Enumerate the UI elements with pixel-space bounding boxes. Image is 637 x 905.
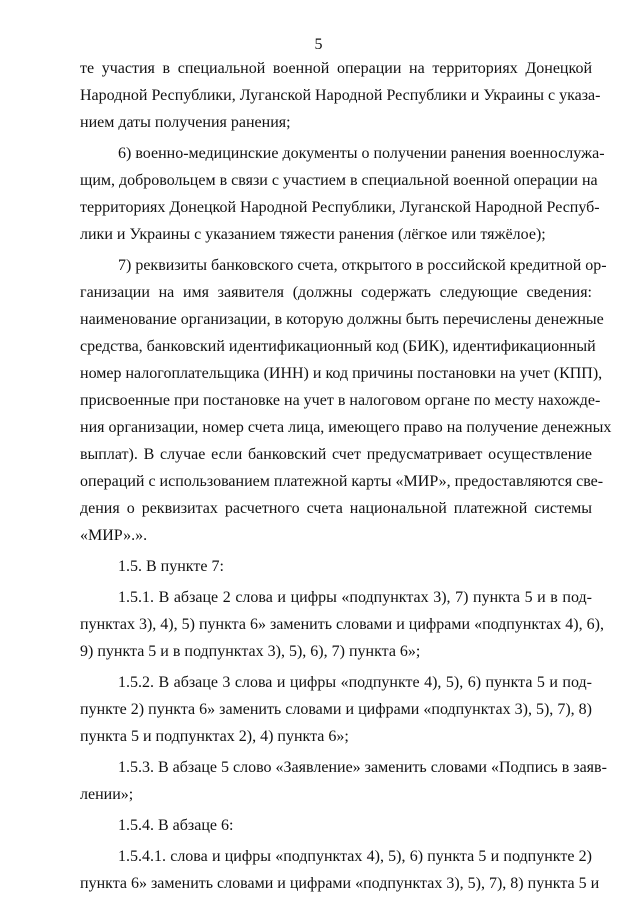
text-line: ганизации на имя заявителя (должны содержать следующие сведения:	[80, 284, 592, 301]
text-line: территориях Донецкой Народной Республики, Луганской Народной Респуб-	[80, 199, 600, 216]
text-line: средства, банковский идентификационный код (БИК), идентификационный	[80, 338, 596, 355]
text-line: пункта 5 и подпунктах 2), 4) пункта 6»;	[80, 728, 349, 745]
text-line: 1.5.3. В абзаце 5 слово «Заявление» заменить словами «Подпись в заяв-	[118, 759, 607, 776]
text-line: наименование организации, в которую должны быть перечислены денежные	[80, 311, 604, 328]
text-line: пункте 2) пункта 6» заменить словами и цифрами «подпунктах 3), 5), 7), 8)	[80, 701, 592, 718]
text-line: пункта 6» заменить словами и цифрами «подпунктах 3), 5), 7), 8) пункта 5 и	[80, 875, 600, 892]
text-line: щим, добровольцем в связи с участием в специальной военной операции на	[80, 172, 598, 189]
text-line: операций с использованием платежной карты «МИР», предоставляются све-	[80, 473, 604, 490]
text-line: «МИР».».	[80, 527, 148, 544]
text-line: 1.5.2. В абзаце 3 слова и цифры «подпункте 4), 5), 6) пункта 5 и под-	[118, 674, 592, 691]
text-line: лики и Украины с указанием тяжести ранения (лёгкое или тяжёлое);	[80, 226, 546, 243]
text-line: присвоенные при постановке на учет в налоговом органе по месту нахожде-	[80, 392, 601, 409]
text-line: 9) пункта 5 и в подпунктах 3), 5), 6), 7) пункта 6»;	[80, 643, 421, 660]
text-line: нием даты получения ранения;	[80, 114, 291, 131]
text-line: 1.5.1. В абзаце 2 слова и цифры «подпунктах 3), 7) пункта 5 и в под-	[118, 589, 592, 606]
text-line: выплат). В случае если банковский счет предусматривает осуществление	[80, 446, 592, 463]
text-line: 7) реквизиты банковского счета, открытого в российской кредитной ор-	[118, 257, 607, 274]
text-line: лении»;	[80, 786, 134, 803]
text-line: 1.5. В пункте 7:	[118, 558, 224, 575]
text-line: номер налогоплательщика (ИНН) и код причины постановки на учет (КПП),	[80, 365, 603, 382]
page-number: 5	[314, 36, 323, 53]
document-body	[80, 55, 612, 897]
text-line: 6) военно-медицинские документы о получении ранения военнослужа-	[118, 145, 605, 162]
text-line: ния организации, номер счета лица, имеющего право на получение денежных	[80, 419, 612, 436]
text-line: пунктах 3), 4), 5) пункта 6» заменить словами и цифрами «подпунктах 4), 6),	[80, 616, 604, 633]
text-line: дения о реквизитах расчетного счета национальной платежной системы	[80, 500, 592, 517]
text-line: 1.5.4. В абзаце 6:	[118, 817, 234, 834]
text-line: 1.5.4.1. слова и цифры «подпунктах 4), 5), 6) пункта 5 и подпункте 2)	[118, 848, 592, 865]
text-line: Народной Республики, Луганской Народной Республики и Украины с указа-	[80, 87, 601, 104]
text-line: те участия в специальной военной операции на территориях Донецкой	[80, 60, 592, 77]
